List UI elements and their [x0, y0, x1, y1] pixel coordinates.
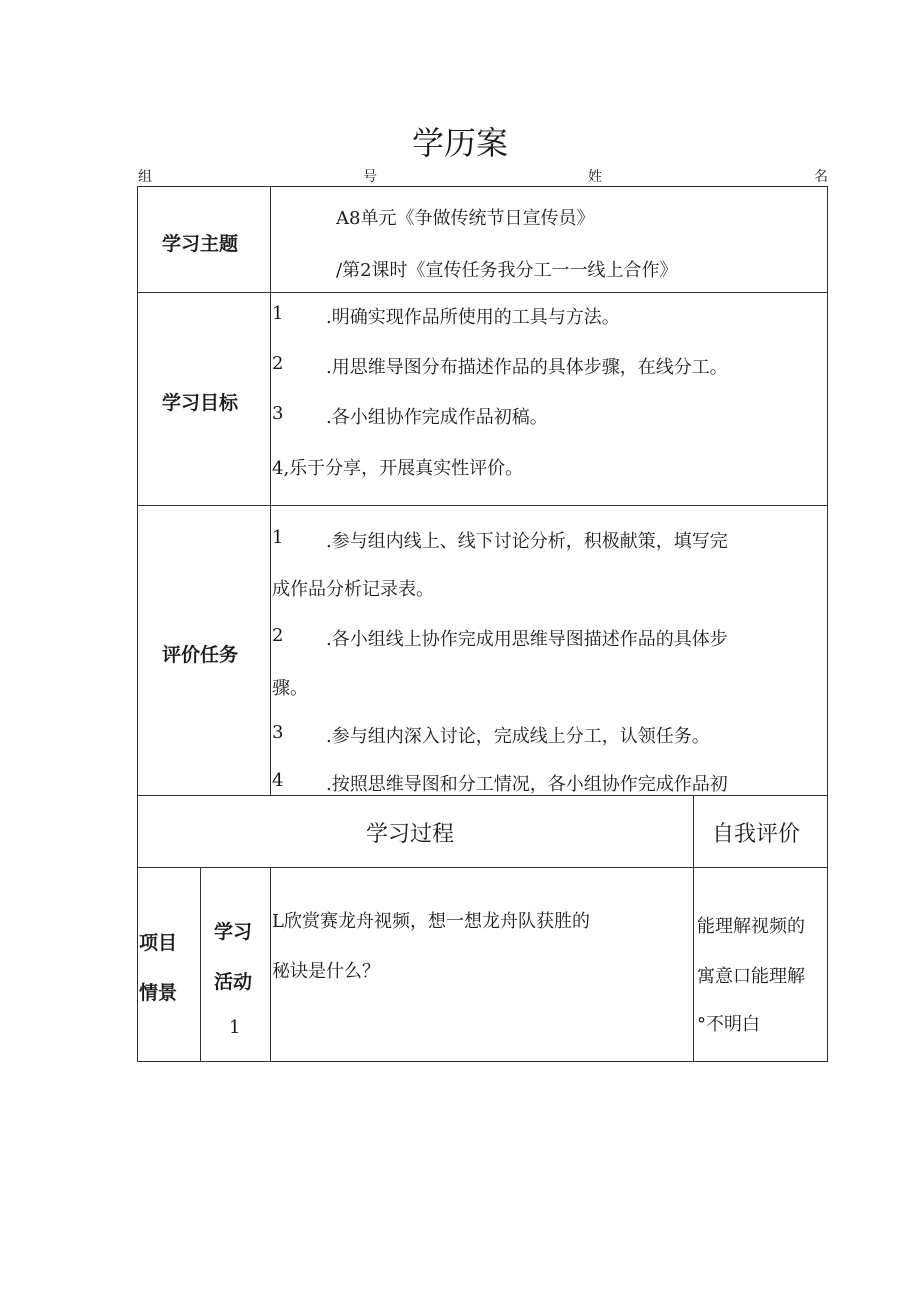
evaluation-item: .各小组线上协作完成用思维导图描述作品的具体步: [326, 629, 728, 650]
evaluation-label: 评价任务: [162, 644, 239, 666]
theme-label: 学习主题: [162, 233, 239, 255]
goal-number: 2: [272, 353, 284, 374]
evaluation-item: .参与组内深入讨论，完成线上分工，认领任务。: [326, 726, 710, 747]
process-header: 学习过程: [366, 822, 455, 847]
self-evaluation-header: 自我评价: [712, 822, 801, 847]
self-evaluation-option: 能理解视频的: [697, 916, 805, 937]
surname-label: 姓: [588, 169, 602, 185]
goal-item: 4,乐于分享，开展真实性评价。: [272, 458, 524, 479]
evaluation-item-continued: 成作品分析记录表。: [272, 579, 434, 600]
self-evaluation-option: 寓意口能理解: [697, 966, 805, 987]
group-label: 组: [138, 169, 152, 185]
goal-number: 1: [272, 303, 284, 324]
document-title: 学历案: [411, 124, 508, 162]
self-evaluation-option: °不明白: [697, 1014, 760, 1035]
project-label: 项目: [139, 932, 178, 954]
evaluation-number: 2: [272, 625, 284, 646]
number-label: 号: [363, 169, 377, 185]
activity-number: 1: [229, 1017, 241, 1038]
goals-label: 学习目标: [162, 392, 239, 414]
name-label: 名: [814, 169, 828, 185]
theme-lesson: /第2课时《宣传任务我分工一一线上合作》: [336, 260, 678, 281]
theme-unit: A8单元《争做传统节日宣传员》: [336, 208, 595, 229]
goal-item: .各小组协作完成作品初稿。: [326, 407, 548, 428]
activity-content: L欣赏赛龙舟视频，想一想龙舟队获胜的: [272, 911, 590, 932]
student-info-line: [138, 166, 828, 186]
evaluation-item: .按照思维导图和分工情况，各小组协作完成作品初: [326, 774, 728, 795]
goal-item: .明确实现作品所使用的工具与方法。: [326, 307, 620, 328]
activity-label: 活动: [214, 971, 253, 993]
goal-number: 3: [272, 403, 284, 424]
scenario-label: 情景: [139, 982, 178, 1004]
evaluation-item-continued: 骤。: [272, 678, 308, 699]
evaluation-number: 4: [272, 770, 284, 791]
goal-item: .用思维导图分布描述作品的具体步骤，在线分工。: [326, 357, 728, 378]
activity-label: 学习: [214, 921, 253, 943]
evaluation-item: .参与组内线上、线下讨论分析，积极献策，填写完: [326, 531, 728, 552]
evaluation-number: 1: [272, 527, 284, 548]
evaluation-number: 3: [272, 722, 284, 743]
activity-content: 秘诀是什么？: [272, 961, 380, 982]
